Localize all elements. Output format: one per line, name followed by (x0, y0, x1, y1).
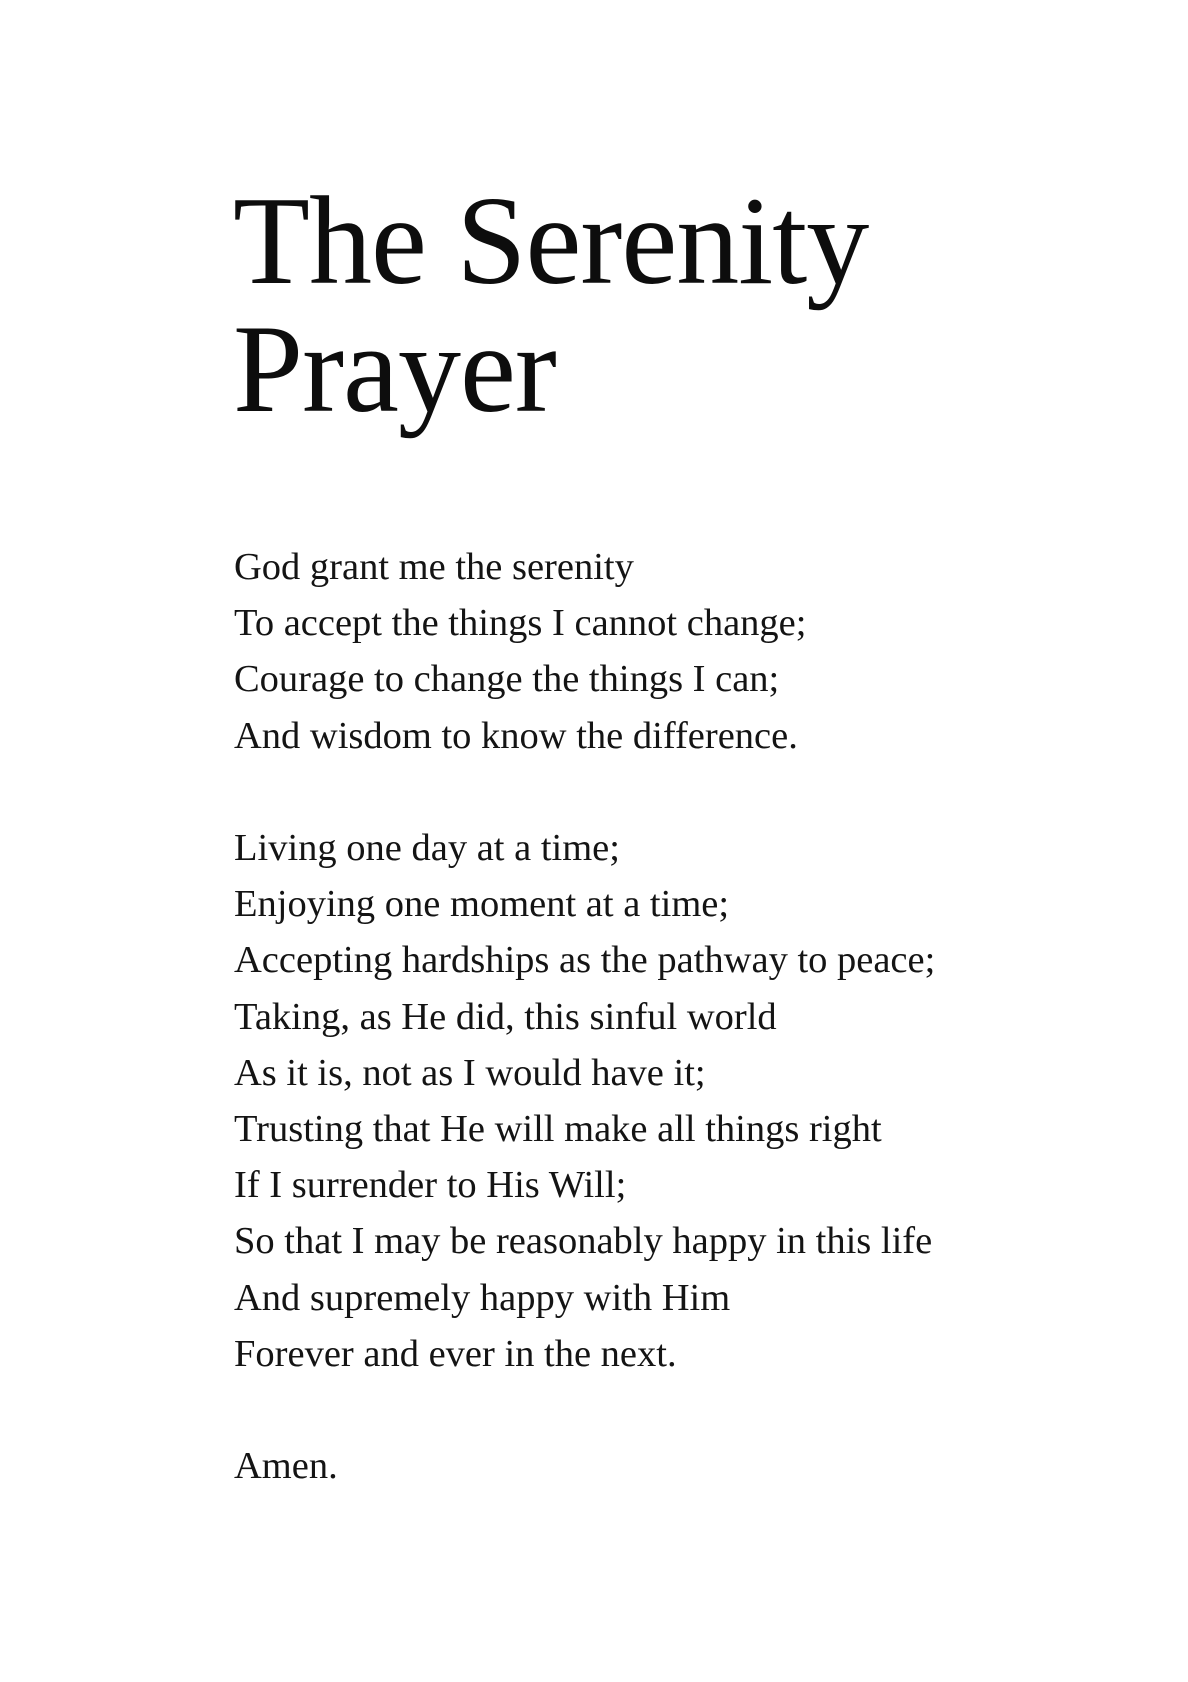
title-line-1: The Serenity (233, 172, 869, 311)
verse-line: To accept the things I cannot change; (234, 602, 807, 645)
title-line-2: Prayer (233, 300, 556, 439)
stanza-2 (234, 820, 1134, 1382)
verse-line: Trusting that He will make all things right (234, 1108, 882, 1151)
verse-line: And supremely happy with Him (234, 1276, 731, 1319)
verse-line: Courage to change the things I can; (234, 658, 780, 701)
verse-line: If I surrender to His Will; (234, 1164, 627, 1207)
prayer-body (234, 539, 1134, 1551)
verse-line: God grant me the serenity (234, 546, 634, 588)
closing-amen: Amen. (234, 1445, 338, 1488)
verse-line: Accepting hardships as the pathway to peace; (234, 939, 936, 982)
page-title (233, 172, 869, 439)
verse-line: Forever and ever in the next. (234, 1332, 677, 1375)
verse-line: As it is, not as I would have it; (234, 1051, 706, 1094)
verse-line: Living one day at a time; (234, 827, 620, 869)
stanza-1 (234, 539, 1134, 764)
verse-line: And wisdom to know the difference. (234, 714, 798, 757)
verse-line: Taking, as He did, this sinful world (234, 995, 777, 1038)
verse-line: So that I may be reasonably happy in this life (234, 1220, 933, 1263)
verse-line: Enjoying one moment at a time; (234, 883, 730, 926)
stanza-3 (234, 1438, 1134, 1494)
